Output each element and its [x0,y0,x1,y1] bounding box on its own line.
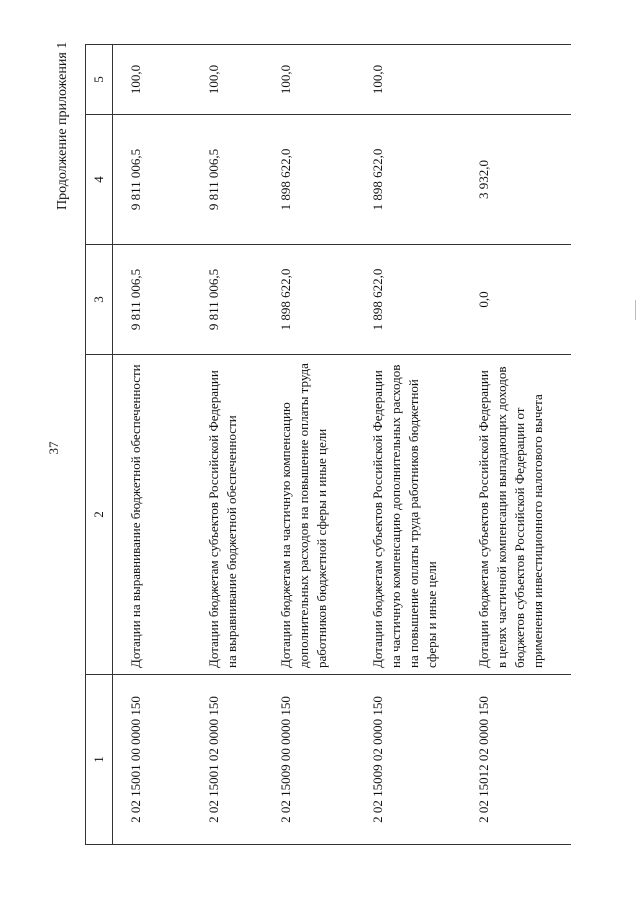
revenue-name: Дотации бюджетам субъектов Российской Федерации в целях частичной компенсации выпадающих доходов бюджетов субъектов Российской Федерации от применения инвестиционного налогового вычета [461,355,571,675]
budget-code: 2 02 15001 02 0000 150 [191,675,263,845]
value-col5: 100,0 [355,45,461,115]
value-col4: 9 811 006,5 [191,115,263,245]
budget-code: 2 02 15009 00 0000 150 [263,675,355,845]
column-header-1: 1 [86,675,113,845]
column-header-5: 5 [86,45,113,115]
scan-edge-mark [635,300,636,320]
table-row [355,45,461,845]
value-col3: 9 811 006,5 [113,245,191,355]
table-row [191,45,263,845]
value-col4: 1 898 622,0 [355,115,461,245]
table-header-row [86,45,113,845]
column-header-4: 4 [86,115,113,245]
revenue-name: Дотации бюджетам субъектов Российской Федерации на выравнивание бюджетной обеспеченности [191,355,263,675]
page-number: 37 [46,441,61,455]
revenue-name: Дотации бюджетам на частичную компенсацию дополнительных расходов на повышение оплаты труда работников бюджетной сферы и иные цели [263,355,355,675]
value-col4: 3 932,0 [461,115,571,245]
value-col5: 100,0 [113,45,191,115]
value-col5: 100,0 [263,45,355,115]
value-col3: 0,0 [461,245,571,355]
budget-code: 2 02 15001 00 0000 150 [113,675,191,845]
value-col5 [461,45,571,115]
value-col3: 1 898 622,0 [263,245,355,355]
budget-code: 2 02 15012 02 0000 150 [461,675,571,845]
revenue-name: Дотации на выравнивание бюджетной обеспеченности [113,355,191,675]
value-col3: 9 811 006,5 [191,245,263,355]
revenue-name: Дотации бюджетам субъектов Российской Федерации на частичную компенсацию дополнительных расходов на повышение оплаты труда работников бюджетной сферы и иные цели [355,355,461,675]
table-row [113,45,191,845]
appendix-table [85,44,571,845]
budget-code: 2 02 15009 02 0000 150 [355,675,461,845]
table-row [263,45,355,845]
continuation-title: Продолжение приложения 1 [55,41,70,210]
value-col4: 1 898 622,0 [263,115,355,245]
column-header-2: 2 [86,355,113,675]
column-header-3: 3 [86,245,113,355]
value-col3: 1 898 622,0 [355,245,461,355]
value-col4: 9 811 006,5 [113,115,191,245]
value-col5: 100,0 [191,45,263,115]
table-row [461,45,571,845]
